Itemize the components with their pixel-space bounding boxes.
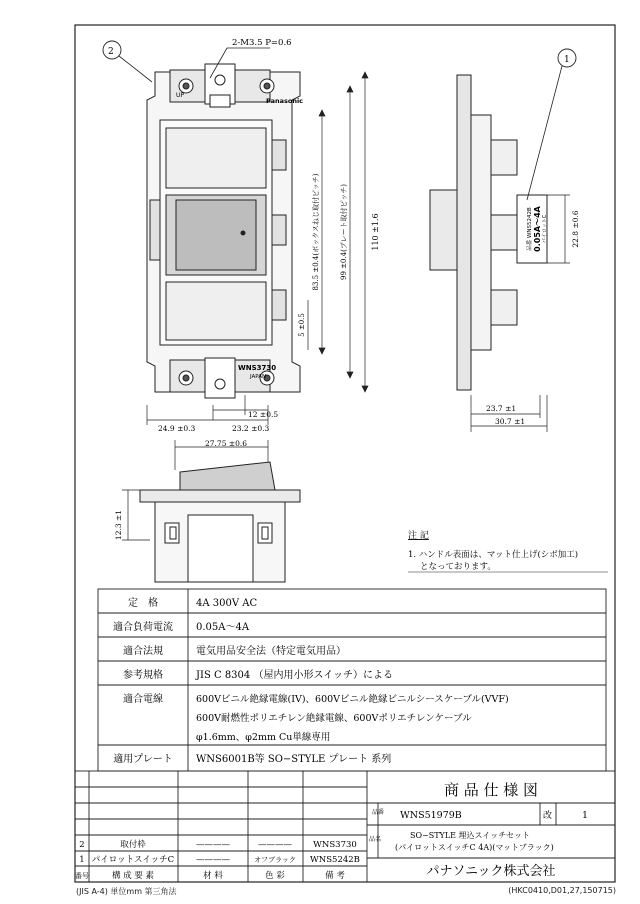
dim-23-7: 23.7 ±1 xyxy=(486,404,517,413)
callout-1-text: 1 xyxy=(564,55,570,65)
dim-22-8: 22.8 ±0.6 xyxy=(571,210,580,248)
spec-label-4: 適合電線 xyxy=(123,694,163,705)
header-material: 材 料 xyxy=(203,871,223,881)
spec-values xyxy=(195,598,509,765)
model-stamp: WNS3730 xyxy=(238,364,277,372)
spec-value-3: JIS C 8304 （屋内用小形スイッチ）による xyxy=(196,670,394,681)
spec-value-5: WNS6001B等 SO−STYLE プレート 系列 xyxy=(196,754,392,765)
footer-right: (HKC0410,D01,27,150715) xyxy=(508,886,616,895)
hinmei-label: 品名 xyxy=(369,836,382,843)
part-2-no: 2 xyxy=(79,840,85,850)
dim-12-3: 12.3 ±1 xyxy=(114,509,123,541)
part-1-material: ———— xyxy=(196,855,230,865)
rev-value: 1 xyxy=(582,810,589,821)
header-remark: 備 考 xyxy=(325,871,345,881)
spec-value-4-line-1: 600Vビニル絶縁電線(IV)、600Vビニル絶縁ビニルシースケーブル(VVF) xyxy=(196,694,509,705)
dim-plate-pitch: 99 ±0.4(プレート取付ピッチ) xyxy=(340,183,348,281)
dim-30-7: 30.7 ±1 xyxy=(495,417,526,426)
spec-value-2: 電気用品安全法（特定電気用品） xyxy=(196,646,346,657)
part-1-color: オフブラック xyxy=(254,856,296,864)
spec-value-4-line-3: φ1.6mm、φ2mm Cu単線専用 xyxy=(196,732,331,743)
part-2-material: ———— xyxy=(196,840,230,850)
rev-label: 改 xyxy=(543,811,553,821)
origin-stamp: JAPAN xyxy=(250,374,267,380)
hinban-label: 品番 xyxy=(372,809,385,816)
spec-value-0: 4A 300V AC xyxy=(196,598,258,609)
spec-label-0: 定 格 xyxy=(128,598,158,609)
spec-labels xyxy=(113,596,173,765)
dim-12: 12 ±0.5 xyxy=(248,410,279,419)
spec-label-5: 適用プレート xyxy=(113,754,173,765)
part-2-remark: WNS3730 xyxy=(313,840,357,850)
side-label-3: パイロットC xyxy=(542,214,548,244)
dim-24-9: 24.9 ±0.3 xyxy=(158,424,196,433)
notes-line-1: 1. ハンドル表面は、マット仕上げ(シボ加工) xyxy=(408,550,579,560)
spec-label-3: 参考規格 xyxy=(123,670,163,681)
spec-label-2: 適合法規 xyxy=(123,646,163,657)
bottom-view xyxy=(140,462,300,582)
part-1-name: パイロットスイッチC xyxy=(91,855,175,865)
part-2-name: 取付枠 xyxy=(120,840,146,850)
dim-27-75: 27.75 ±0.6 xyxy=(205,439,248,448)
notes-line-2: となっております。 xyxy=(420,562,496,572)
header-no: 番号 xyxy=(75,872,89,880)
product-name-line-2: (パイロットスイッチC 4A)(マットブラック) xyxy=(395,843,554,852)
callout-2-text: 2 xyxy=(108,47,114,57)
front-view xyxy=(147,64,300,398)
part-1-remark: WNS5242B xyxy=(310,855,360,865)
spec-label-1: 適合負荷電流 xyxy=(113,622,173,633)
notes-title: 注 記 xyxy=(408,531,429,541)
spec-value-1: 0.05A〜4A xyxy=(196,622,250,633)
screw-note: 2-M3.5 P=0.6 xyxy=(232,38,292,48)
spec-value-4-line-2: 600V耐燃性ポリエチレン絶縁電線、600Vポリエチレンケーブル xyxy=(196,713,472,724)
part-1-no: 1 xyxy=(79,855,85,865)
header-name: 構 成 要 素 xyxy=(111,871,155,881)
footer-left: (JIS A-4) 単位mm 第三角法 xyxy=(76,887,177,896)
doc-title: 商 品 仕 様 図 xyxy=(443,781,539,799)
dim-box-pitch: 83.5 ±0.4(ボックスねじ取付ピッチ) xyxy=(312,173,320,291)
part-2-color: ———— xyxy=(258,840,292,850)
side-label-1: 品番 WNS5242B xyxy=(527,207,533,251)
dim-23-2: 23.2 ±0.3 xyxy=(232,424,270,433)
dim-five: 5 ±0.5 xyxy=(298,313,306,337)
parts-list xyxy=(75,839,360,881)
header-color: 色 彩 xyxy=(265,871,285,881)
side-label-2: 0.05A〜4A xyxy=(533,206,542,252)
dim-height: 110 ±1.6 xyxy=(371,213,380,251)
product-name-line-1: SO−STYLE 埋込スイッチセット xyxy=(410,831,531,840)
hinban-value: WNS51979B xyxy=(400,810,462,821)
brand-stamp: Panasonic xyxy=(266,97,304,105)
company-name: パナソニック株式会社 xyxy=(426,864,556,879)
up-mark: UP xyxy=(176,92,185,99)
